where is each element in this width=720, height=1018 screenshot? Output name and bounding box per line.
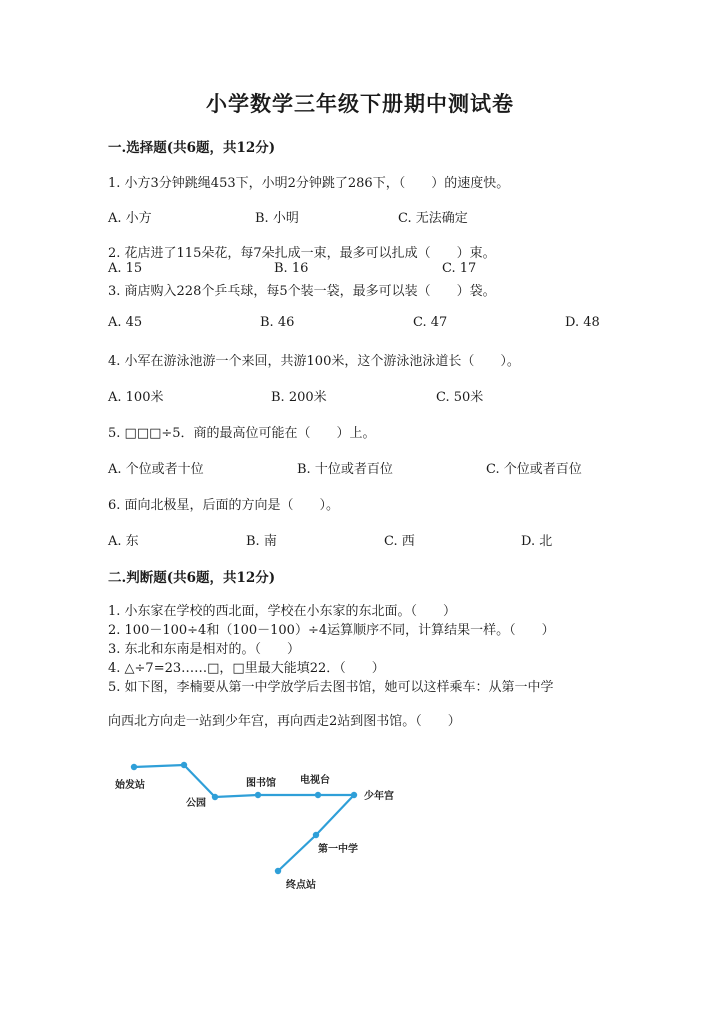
judgment-item-4: 4. △÷7=23……□，□里最大能填22．（ ） xyxy=(108,661,385,676)
judgment-item-5a: 5. 如下图，李楠要从第一中学放学后去图书馆，她可以这样乘车：从第一中学 xyxy=(108,680,554,695)
question-3-option-a: A. 45 xyxy=(108,315,143,330)
label-end: 终点站 xyxy=(286,880,316,891)
question-3-option-d: D. 48 xyxy=(565,315,600,330)
question-6-option-d: D. 北 xyxy=(521,534,553,549)
stop-start-dot xyxy=(131,764,137,770)
stop-end-dot xyxy=(275,868,281,874)
question-5-stem: 5. □□□÷5．商的最高位可能在（ ）上。 xyxy=(108,426,376,441)
stop-library-dot xyxy=(255,792,261,798)
question-2-stem: 2. 花店进了115朵花，每7朵扎成一束，最多可以扎成（ ）束。 xyxy=(108,246,496,261)
stop-park-dot xyxy=(212,794,218,800)
question-6-option-b: B. 南 xyxy=(246,534,277,549)
question-2-option-a: A. 15 xyxy=(108,261,143,276)
question-3-stem: 3. 商店购入228个乒乓球，每5个装一袋，最多可以装（ ）袋。 xyxy=(108,284,496,299)
question-3-option-b: B. 46 xyxy=(260,315,295,330)
question-6-option-a: A. 东 xyxy=(108,534,139,549)
stop-school-dot xyxy=(313,832,319,838)
stop-bend-dot xyxy=(181,762,187,768)
question-2-option-b: B. 16 xyxy=(274,261,309,276)
question-4-option-a: A. 100米 xyxy=(108,390,164,405)
page-title: 小学数学三年级下册期中测试卷 xyxy=(206,91,514,116)
question-1-option-c: C. 无法确定 xyxy=(398,211,468,226)
question-4-option-c: C. 50米 xyxy=(436,390,484,405)
label-library: 图书馆 xyxy=(246,778,276,789)
question-1-stem: 1. 小方3分钟跳绳453下，小明2分钟跳了286下，（ ）的速度快。 xyxy=(108,176,510,191)
section-heading-choice: 一.选择题(共6题，共12分) xyxy=(108,140,276,156)
label-park: 公园 xyxy=(186,798,206,809)
label-start: 始发站 xyxy=(115,780,145,791)
section-heading-judgment: 二.判断题(共6题，共12分) xyxy=(108,570,276,586)
label-tv: 电视台 xyxy=(300,775,330,786)
judgment-item-3: 3. 东北和东南是相对的。（ ） xyxy=(108,642,301,657)
question-5-option-a: A. 个位或者十位 xyxy=(108,462,204,477)
stop-youth-dot xyxy=(351,792,357,798)
question-6-stem: 6. 面向北极星，后面的方向是（ ）。 xyxy=(108,498,340,513)
question-4-stem: 4. 小军在游泳池游一个来回，共游100米，这个游泳池泳道长（ ）。 xyxy=(108,354,520,369)
question-4-option-b: B. 200米 xyxy=(271,390,327,405)
question-3-option-c: C. 47 xyxy=(413,315,448,330)
question-1-option-b: B. 小明 xyxy=(255,211,299,226)
judgment-item-2: 2. 100－100÷4和（100－100）÷4运算顺序不同，计算结果一样。（ ） xyxy=(108,623,555,638)
label-school: 第一中学 xyxy=(318,844,358,855)
bus-route-map xyxy=(0,740,720,910)
question-2-option-c: C. 17 xyxy=(442,261,477,276)
judgment-item-5b: 向西北方向走一站到少年宫，再向西走2站到图书馆。（ ） xyxy=(108,714,461,729)
question-5-option-b: B. 十位或者百位 xyxy=(297,462,393,477)
question-1-option-a: A. 小方 xyxy=(108,211,152,226)
judgment-item-1: 1. 小东家在学校的西北面，学校在小东家的东北面。（ ） xyxy=(108,604,457,619)
label-youth: 少年宫 xyxy=(364,791,394,802)
question-6-option-c: C. 西 xyxy=(384,534,415,549)
stop-tv-dot xyxy=(315,792,321,798)
question-5-option-c: C. 个位或者百位 xyxy=(486,462,582,477)
